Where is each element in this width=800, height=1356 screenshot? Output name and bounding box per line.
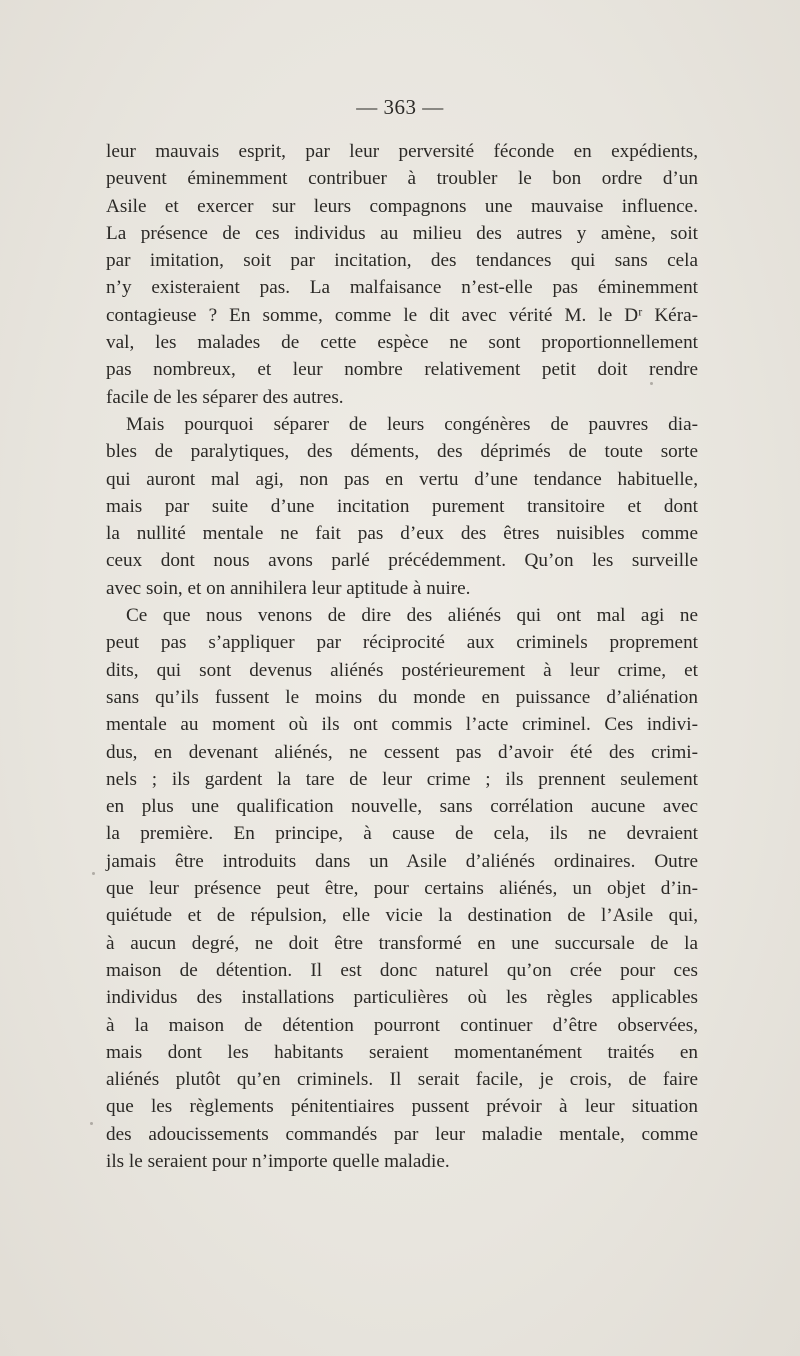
text-line: peuvent éminemment contribuer à troubler le bon ordre d’un — [106, 168, 698, 190]
text-line: à la maison de détention pourront continuer d’être observées, — [106, 1014, 698, 1036]
text-line: quiétude et de répulsion, elle vicie la destination de l’Asile qui, — [106, 905, 698, 927]
text-line: sans qu’ils fussent le moins du monde en puissance d’aliénation — [106, 686, 698, 708]
text-line: qui auront mal agi, non pas en vertu d’une tendance habituelle, — [106, 468, 698, 490]
text-line: maison de détention. Il est donc naturel qu’on crée pour ces — [106, 959, 698, 981]
text-line: individus des installations particulières où les règles applicables — [106, 987, 698, 1009]
text-line: mais dont les habitants seraient momentanément traités en — [106, 1041, 698, 1063]
text-line: dus, en devenant aliénés, ne cessent pas d’avoir été des crimi- — [106, 741, 698, 763]
body-text — [106, 138, 698, 1175]
text-line: par imitation, soit par incitation, des tendances qui sans cela — [106, 250, 698, 272]
page-number: — 363 — — [356, 95, 444, 119]
text-line: la nullité mentale ne fait pas d’eux des êtres nuisibles comme — [106, 523, 698, 545]
text-line: ceux dont nous avons parlé précédemment. Qu’on les surveille — [106, 550, 698, 572]
text-line: à aucun degré, ne doit être transformé en une succursale de la — [106, 932, 698, 954]
text-line: nels ; ils gardent la tare de leur crime ; ils prennent seulement — [106, 768, 698, 790]
text-line: contagieuse ? En somme, comme le dit avec vérité M. le Dʳ Kéra- — [106, 304, 698, 326]
text-line: La présence de ces individus au milieu des autres y amène, soit — [106, 222, 698, 244]
text-line: Ce que nous venons de dire des aliénés qui ont mal agi ne — [126, 605, 698, 627]
text-line: Asile et exercer sur leurs compagnons une mauvaise influence. — [106, 195, 698, 217]
text-line: facile de les séparer des autres. — [106, 386, 344, 408]
text-line: dits, qui sont devenus aliénés postérieurement à leur crime, et — [106, 659, 698, 681]
text-line: aliénés plutôt qu’en criminels. Il serait facile, je crois, de faire — [106, 1069, 698, 1091]
paper-speck — [92, 872, 95, 875]
paper-speck — [650, 382, 653, 385]
text-line: que les règlements pénitentiaires pussent prévoir à leur situation — [106, 1096, 698, 1118]
text-line: n’y existeraient pas. La malfaisance n’est-elle pas éminemment — [106, 277, 698, 299]
text-line: pas nombreux, et leur nombre relativement petit doit rendre — [106, 359, 698, 381]
text-line: des adoucissements commandés par leur maladie mentale, comme — [106, 1123, 698, 1145]
paper-speck — [90, 1122, 93, 1125]
text-line: la première. En principe, à cause de cela, ils ne devraient — [106, 823, 698, 845]
text-line: ils le seraient pour n’importe quelle maladie. — [106, 1150, 450, 1172]
text-line: en plus une qualification nouvelle, sans corrélation aucune avec — [106, 796, 698, 818]
text-line: mentale au moment où ils ont commis l’acte criminel. Ces indivi- — [106, 714, 698, 736]
text-line: avec soin, et on annihilera leur aptitude à nuire. — [106, 577, 471, 599]
text-line: leur mauvais esprit, par leur perversité féconde en expédients, — [106, 141, 698, 162]
text-line: bles de paralytiques, des déments, des déprimés de toute sorte — [106, 441, 698, 463]
text-line: val, les malades de cette espèce ne sont proportionnellement — [106, 332, 698, 354]
text-line: mais par suite d’une incitation purement transitoire et dont — [106, 495, 698, 517]
text-line: jamais être introduits dans un Asile d’aliénés ordinaires. Outre — [106, 850, 698, 872]
text-line: Mais pourquoi séparer de leurs congénères de pauvres dia- — [126, 413, 698, 435]
text-line: peut pas s’appliquer par réciprocité aux criminels proprement — [106, 632, 698, 654]
text-line: que leur présence peut être, pour certains aliénés, un objet d’in- — [106, 878, 698, 900]
